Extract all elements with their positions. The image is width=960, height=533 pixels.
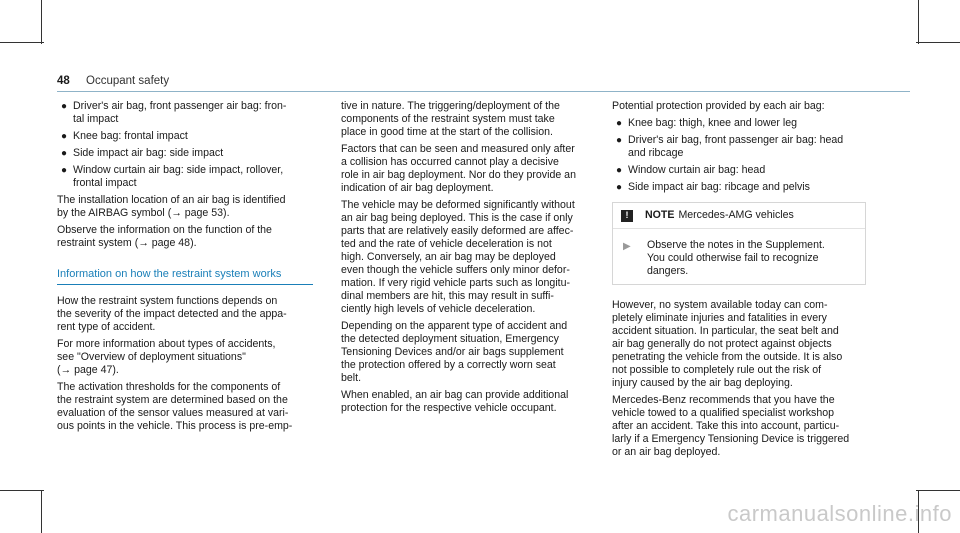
paragraph: The activation thresholds for the components of the restraint system are determined based on the evaluation of the sensor values measured at vari- ous points in the vehicle. This process is pre-emp- bbox=[57, 381, 293, 432]
warning-icon: ! bbox=[621, 210, 633, 222]
crop-mark bbox=[0, 490, 44, 491]
list-item: ● Window curtain air bag: head bbox=[616, 164, 766, 176]
bullet-icon: ● bbox=[616, 118, 623, 129]
protection-list bbox=[612, 117, 874, 194]
paragraph: The installation location of an air bag is identified by the AIRBAG symbol (→ page 53). bbox=[57, 194, 286, 219]
crop-mark bbox=[0, 42, 44, 43]
paragraph: Depending on the apparent type of accident and the detected deployment situation, Emergency Tensioning Devices and/or air bags supplement the protection offered by a correctly worn seat belt. bbox=[341, 320, 568, 384]
bullet-icon: ● bbox=[616, 165, 623, 176]
page-number: 48 bbox=[57, 75, 70, 87]
crop-mark bbox=[41, 0, 42, 44]
page-header-title: Occupant safety bbox=[86, 75, 170, 87]
crop-mark bbox=[916, 490, 960, 491]
bullet-icon: ● bbox=[616, 182, 623, 193]
paragraph: However, no system available today can com- pletely eliminate injuries and fatalities in every accident situation. In particular, the seat belt and air bag generally do not protect against objects penetrating the vehicle from the outside. It is also not possible to completely rule out the risk of injury caused by the air bag deploying. bbox=[612, 299, 843, 389]
middle-column bbox=[341, 100, 603, 419]
crop-mark bbox=[918, 0, 919, 44]
left-column bbox=[57, 100, 319, 437]
paragraph: For more information about types of accidents, see "Overview of deployment situations" (→ page 47). bbox=[57, 338, 276, 376]
bullet-icon: ● bbox=[616, 135, 623, 146]
paragraph: Potential protection provided by each air bag: bbox=[612, 100, 825, 112]
paragraph: How the restraint system functions depends on the severity of the impact detected and the appa- rent type of accident. bbox=[57, 295, 287, 333]
airbag-impact-list bbox=[57, 100, 319, 190]
paragraph: Observe the information on the function of the restraint system (→ page 48). bbox=[57, 224, 272, 249]
paragraph: Factors that can be seen and measured only after a collision has occurred cannot play a decisive role in air bag deployment. Nor do they provide an indication of air bag deployment. bbox=[341, 143, 576, 194]
list-item: ● Side impact air bag: ribcage and pelvis bbox=[616, 181, 810, 193]
bullet-icon: ● bbox=[61, 165, 68, 176]
paragraph: Mercedes-Benz recommends that you have the vehicle towed to a qualified specialist workshop after an accident. Take this into account, particu- larly if a Emergency Tensioning Device is triggered or an air bag deployed. bbox=[612, 394, 850, 458]
crop-mark bbox=[41, 490, 42, 533]
list-item: ● Driver's air bag, front passenger air bag: fron- tal impact bbox=[61, 100, 287, 125]
header-rule bbox=[57, 91, 910, 92]
bullet-icon: ● bbox=[61, 131, 68, 142]
list-item: ● Knee bag: thigh, knee and lower leg bbox=[616, 117, 798, 129]
section-heading: Information on how the restraint system works bbox=[57, 268, 313, 285]
paragraph: The vehicle may be deformed significantly without an air bag being deployed. This is the case if only parts that are relatively easily deformed are affec- ted and the rate of vehicle deceleration is not high. Conversely, an air bag may be deployed even though the vehicle suffers only minor defor- mation. If very rigid vehicle parts such as longitu- dinal members are hit, this may result in suffi- ciently high levels of vehicle deceleration. bbox=[341, 199, 575, 315]
watermark: carmanualsonline.info bbox=[727, 501, 952, 526]
crop-mark bbox=[916, 42, 960, 43]
note-box bbox=[612, 202, 866, 285]
paragraph: tive in nature. The triggering/deployment of the components of the restraint system must take place in good time at the start of the collision. bbox=[341, 100, 560, 138]
list-item: ● Window curtain air bag: side impact, rollover, frontal impact bbox=[61, 164, 284, 189]
note-text: Observe the notes in the Supplement. You could otherwise fail to recognize dangers. bbox=[647, 239, 825, 277]
list-item: ● Knee bag: frontal impact bbox=[61, 130, 188, 142]
bullet-icon: ● bbox=[61, 101, 68, 112]
note-body bbox=[613, 229, 865, 284]
bullet-icon: ● bbox=[61, 148, 68, 159]
list-item: ● Driver's air bag, front passenger air bag: head and ribcage bbox=[616, 134, 844, 159]
note-header bbox=[613, 203, 865, 229]
note-subtitle: Mercedes-AMG vehicles bbox=[678, 209, 794, 221]
note-title: NOTE bbox=[645, 209, 675, 221]
triangle-bullet-icon: ▶ bbox=[623, 241, 631, 252]
list-item: ● Side impact air bag: side impact bbox=[61, 147, 224, 159]
right-column bbox=[612, 100, 874, 463]
paragraph: When enabled, an air bag can provide additional protection for the respective vehicle occupant. bbox=[341, 389, 569, 414]
